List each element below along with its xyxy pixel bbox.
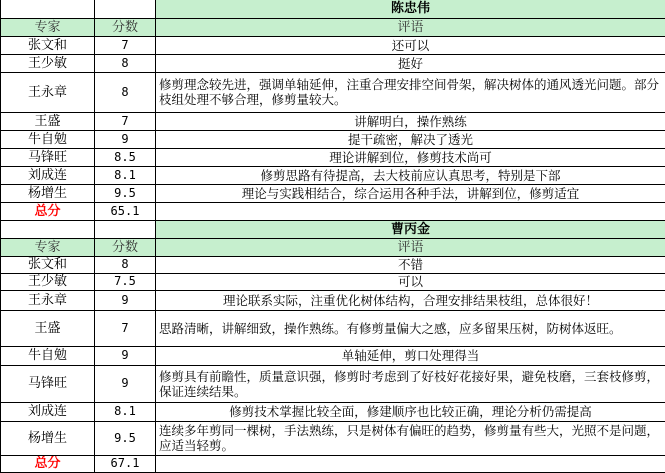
expert-name: 王永章 xyxy=(1,290,95,310)
comment-text: 修剪理念较先进，强调单轴延伸，注重合理安排空间骨架，解决树体的通风透光问题。部分枝组处理不够合理，修剪量较大。 xyxy=(156,72,665,112)
score-value: 7 xyxy=(95,310,156,346)
total-row xyxy=(1,202,665,220)
expert-name: 杨增生 xyxy=(1,184,95,202)
expert-name: 张文和 xyxy=(1,256,95,273)
table-row xyxy=(1,273,665,290)
header-score: 分数 xyxy=(95,18,156,36)
comment-text: 讲解明白，操作熟练 xyxy=(156,112,665,130)
expert-name: 杨增生 xyxy=(1,421,95,455)
score-value: 9 xyxy=(95,346,156,365)
section-title: 曹丙金 xyxy=(156,220,665,238)
comment-text: 单轴延伸，剪口处理得当 xyxy=(156,346,665,365)
header-expert: 专家 xyxy=(1,238,95,256)
score-value: 8 xyxy=(95,256,156,273)
header-expert: 专家 xyxy=(1,18,95,36)
comment-text: 修剪思路有待提高，去大枝前应认真思考，特别是下部 xyxy=(156,166,665,184)
table-row xyxy=(1,130,665,148)
table-row xyxy=(1,421,665,455)
comment-text: 思路清晰，讲解细致，操作熟练。有修剪量偏大之感，应多留果压树，防树体返旺。 xyxy=(156,310,665,346)
score-value: 8.1 xyxy=(95,166,156,184)
table-row xyxy=(1,184,665,202)
expert-name: 牛自勉 xyxy=(1,130,95,148)
blank-cell xyxy=(156,455,665,472)
blank-cell xyxy=(1,0,95,18)
score-value: 9.5 xyxy=(95,421,156,455)
header-comment: 评语 xyxy=(156,18,665,36)
score-value: 7.5 xyxy=(95,273,156,290)
comment-text: 还可以 xyxy=(156,36,665,54)
expert-name: 王盛 xyxy=(1,310,95,346)
score-value: 9.5 xyxy=(95,184,156,202)
table-row xyxy=(1,112,665,130)
expert-name: 牛自勉 xyxy=(1,346,95,365)
comment-text: 可以 xyxy=(156,273,665,290)
comment-text: 理论讲解到位，修剪技术尚可 xyxy=(156,148,665,166)
comment-text: 修剪技术掌握比较全面，修建顺序也比较正确，理论分析仍需提高 xyxy=(156,402,665,421)
score-value: 7 xyxy=(95,36,156,54)
comment-text: 连续多年剪同一棵树，手法熟练，只是树体有偏旺的趋势，修剪量有些大，光照不是问题，应适当轻剪。 xyxy=(156,421,665,455)
section-2 xyxy=(1,220,665,472)
table-row xyxy=(1,36,665,54)
comment-text: 挺好 xyxy=(156,54,665,72)
expert-name: 马锋旺 xyxy=(1,365,95,402)
expert-name: 王少敏 xyxy=(1,54,95,72)
blank-cell xyxy=(1,220,95,238)
total-label: 总分 xyxy=(1,455,95,472)
expert-name: 马锋旺 xyxy=(1,148,95,166)
total-row xyxy=(1,455,665,472)
score-value: 8.5 xyxy=(95,148,156,166)
header-score: 分数 xyxy=(95,238,156,256)
total-score: 67.1 xyxy=(95,455,156,472)
total-label: 总分 xyxy=(1,202,95,220)
table-row xyxy=(1,256,665,273)
expert-name: 王少敏 xyxy=(1,273,95,290)
score-value: 8 xyxy=(95,54,156,72)
score-value: 9 xyxy=(95,130,156,148)
expert-name: 张文和 xyxy=(1,36,95,54)
comment-text: 提干疏密，解决了透光 xyxy=(156,130,665,148)
section-title: 陈忠伟 xyxy=(156,0,665,18)
expert-name: 刘成连 xyxy=(1,166,95,184)
expert-name: 王盛 xyxy=(1,112,95,130)
table-row xyxy=(1,365,665,402)
total-score: 65.1 xyxy=(95,202,156,220)
comment-text: 理论联系实际，注重优化树体结构，合理安排结果枝组，总体很好！ xyxy=(156,290,665,310)
comment-text: 不错 xyxy=(156,256,665,273)
table-row xyxy=(1,310,665,346)
table-row xyxy=(1,290,665,310)
comment-text: 修剪具有前瞻性，质量意识强，修剪时考虑到了好枝好花接好果，避免枝磨，三套枝修剪，保证连续结果。 xyxy=(156,365,665,402)
expert-name: 刘成连 xyxy=(1,402,95,421)
blank-cell xyxy=(95,220,156,238)
table-row xyxy=(1,402,665,421)
table-row xyxy=(1,72,665,112)
score-value: 8.1 xyxy=(95,402,156,421)
expert-name: 王永章 xyxy=(1,72,95,112)
table-row xyxy=(1,148,665,166)
table-row xyxy=(1,54,665,72)
score-value: 9 xyxy=(95,290,156,310)
score-value: 8 xyxy=(95,72,156,112)
table-row xyxy=(1,166,665,184)
blank-cell xyxy=(156,202,665,220)
score-value: 7 xyxy=(95,112,156,130)
blank-cell xyxy=(95,0,156,18)
comment-text: 理论与实践相结合，综合运用各种手法，讲解到位，修剪适宜 xyxy=(156,184,665,202)
section-1 xyxy=(1,0,665,220)
score-value: 9 xyxy=(95,365,156,402)
table-row xyxy=(1,346,665,365)
header-comment: 评语 xyxy=(156,238,665,256)
